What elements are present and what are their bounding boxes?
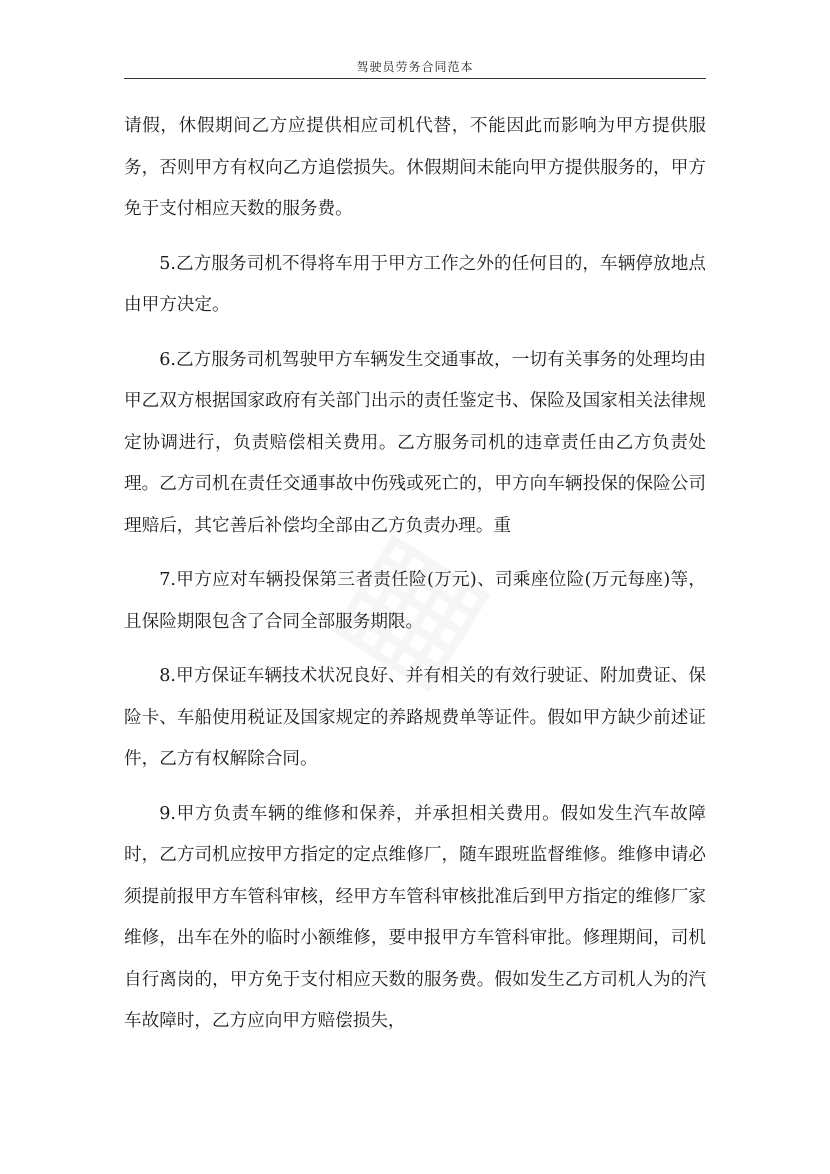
paragraph-clause-7: 7.甲方应对车辆投保第三者责任险(万元)、司乘座位险(万元每座)等，且保险期限包含了合同全部服务期限。	[124, 570, 706, 632]
paragraph-clause-6: 6.乙方服务司机驾驶甲方车辆发生交通事故，一切有关事务的处理均由甲乙双方根据国家政府有关部门出示的责任鉴定书、保险及国家相关法律规定协调进行，负责赔偿相关费用。乙方服务司机的违章责任由乙方负责处理。乙方司机在责任交通事故中伤残或死亡的，甲方向车辆投保的保险公司理赔后，其它善后补偿均全部由乙方负责办理。重	[124, 349, 706, 536]
document-body	[124, 106, 706, 1056]
paragraph-clause-9: 9.甲方负责车辆的维修和保养，并承担相关费用。假如发生汽车故障时，乙方司机应按甲方指定的定点维修厂，随车跟班监督维修。维修申请必须提前报甲方车管科审核，经甲方车管科审核批准后到甲方指定的维修厂家维修，出车在外的临时小额维修，要申报甲方车管科审批。修理期间，司机自行离岗的，甲方免于支付相应天数的服务费。假如发生乙方司机人为的汽车故障时，乙方应向甲方赔偿损失，	[124, 803, 706, 1031]
page-header-title: 驾驶员劳务合同范本	[356, 60, 474, 74]
paragraph-continuation: 请假，休假期间乙方应提供相应司机代替，不能因此而影响为甲方提供服务，否则甲方有权向乙方追偿损失。休假期间未能向甲方提供服务的，甲方免于支付相应天数的服务费。	[124, 116, 706, 219]
paragraph-clause-8: 8.甲方保证车辆技术状况良好、并有相关的有效行驶证、附加费证、保险卡、车船使用税证及国家规定的养路规费单等证件。假如甲方缺少前述证件，乙方有权解除合同。	[124, 666, 706, 769]
paragraph-clause-5: 5.乙方服务司机不得将车用于甲方工作之外的任何目的，车辆停放地点由甲方决定。	[124, 253, 706, 315]
header-divider	[124, 78, 706, 79]
